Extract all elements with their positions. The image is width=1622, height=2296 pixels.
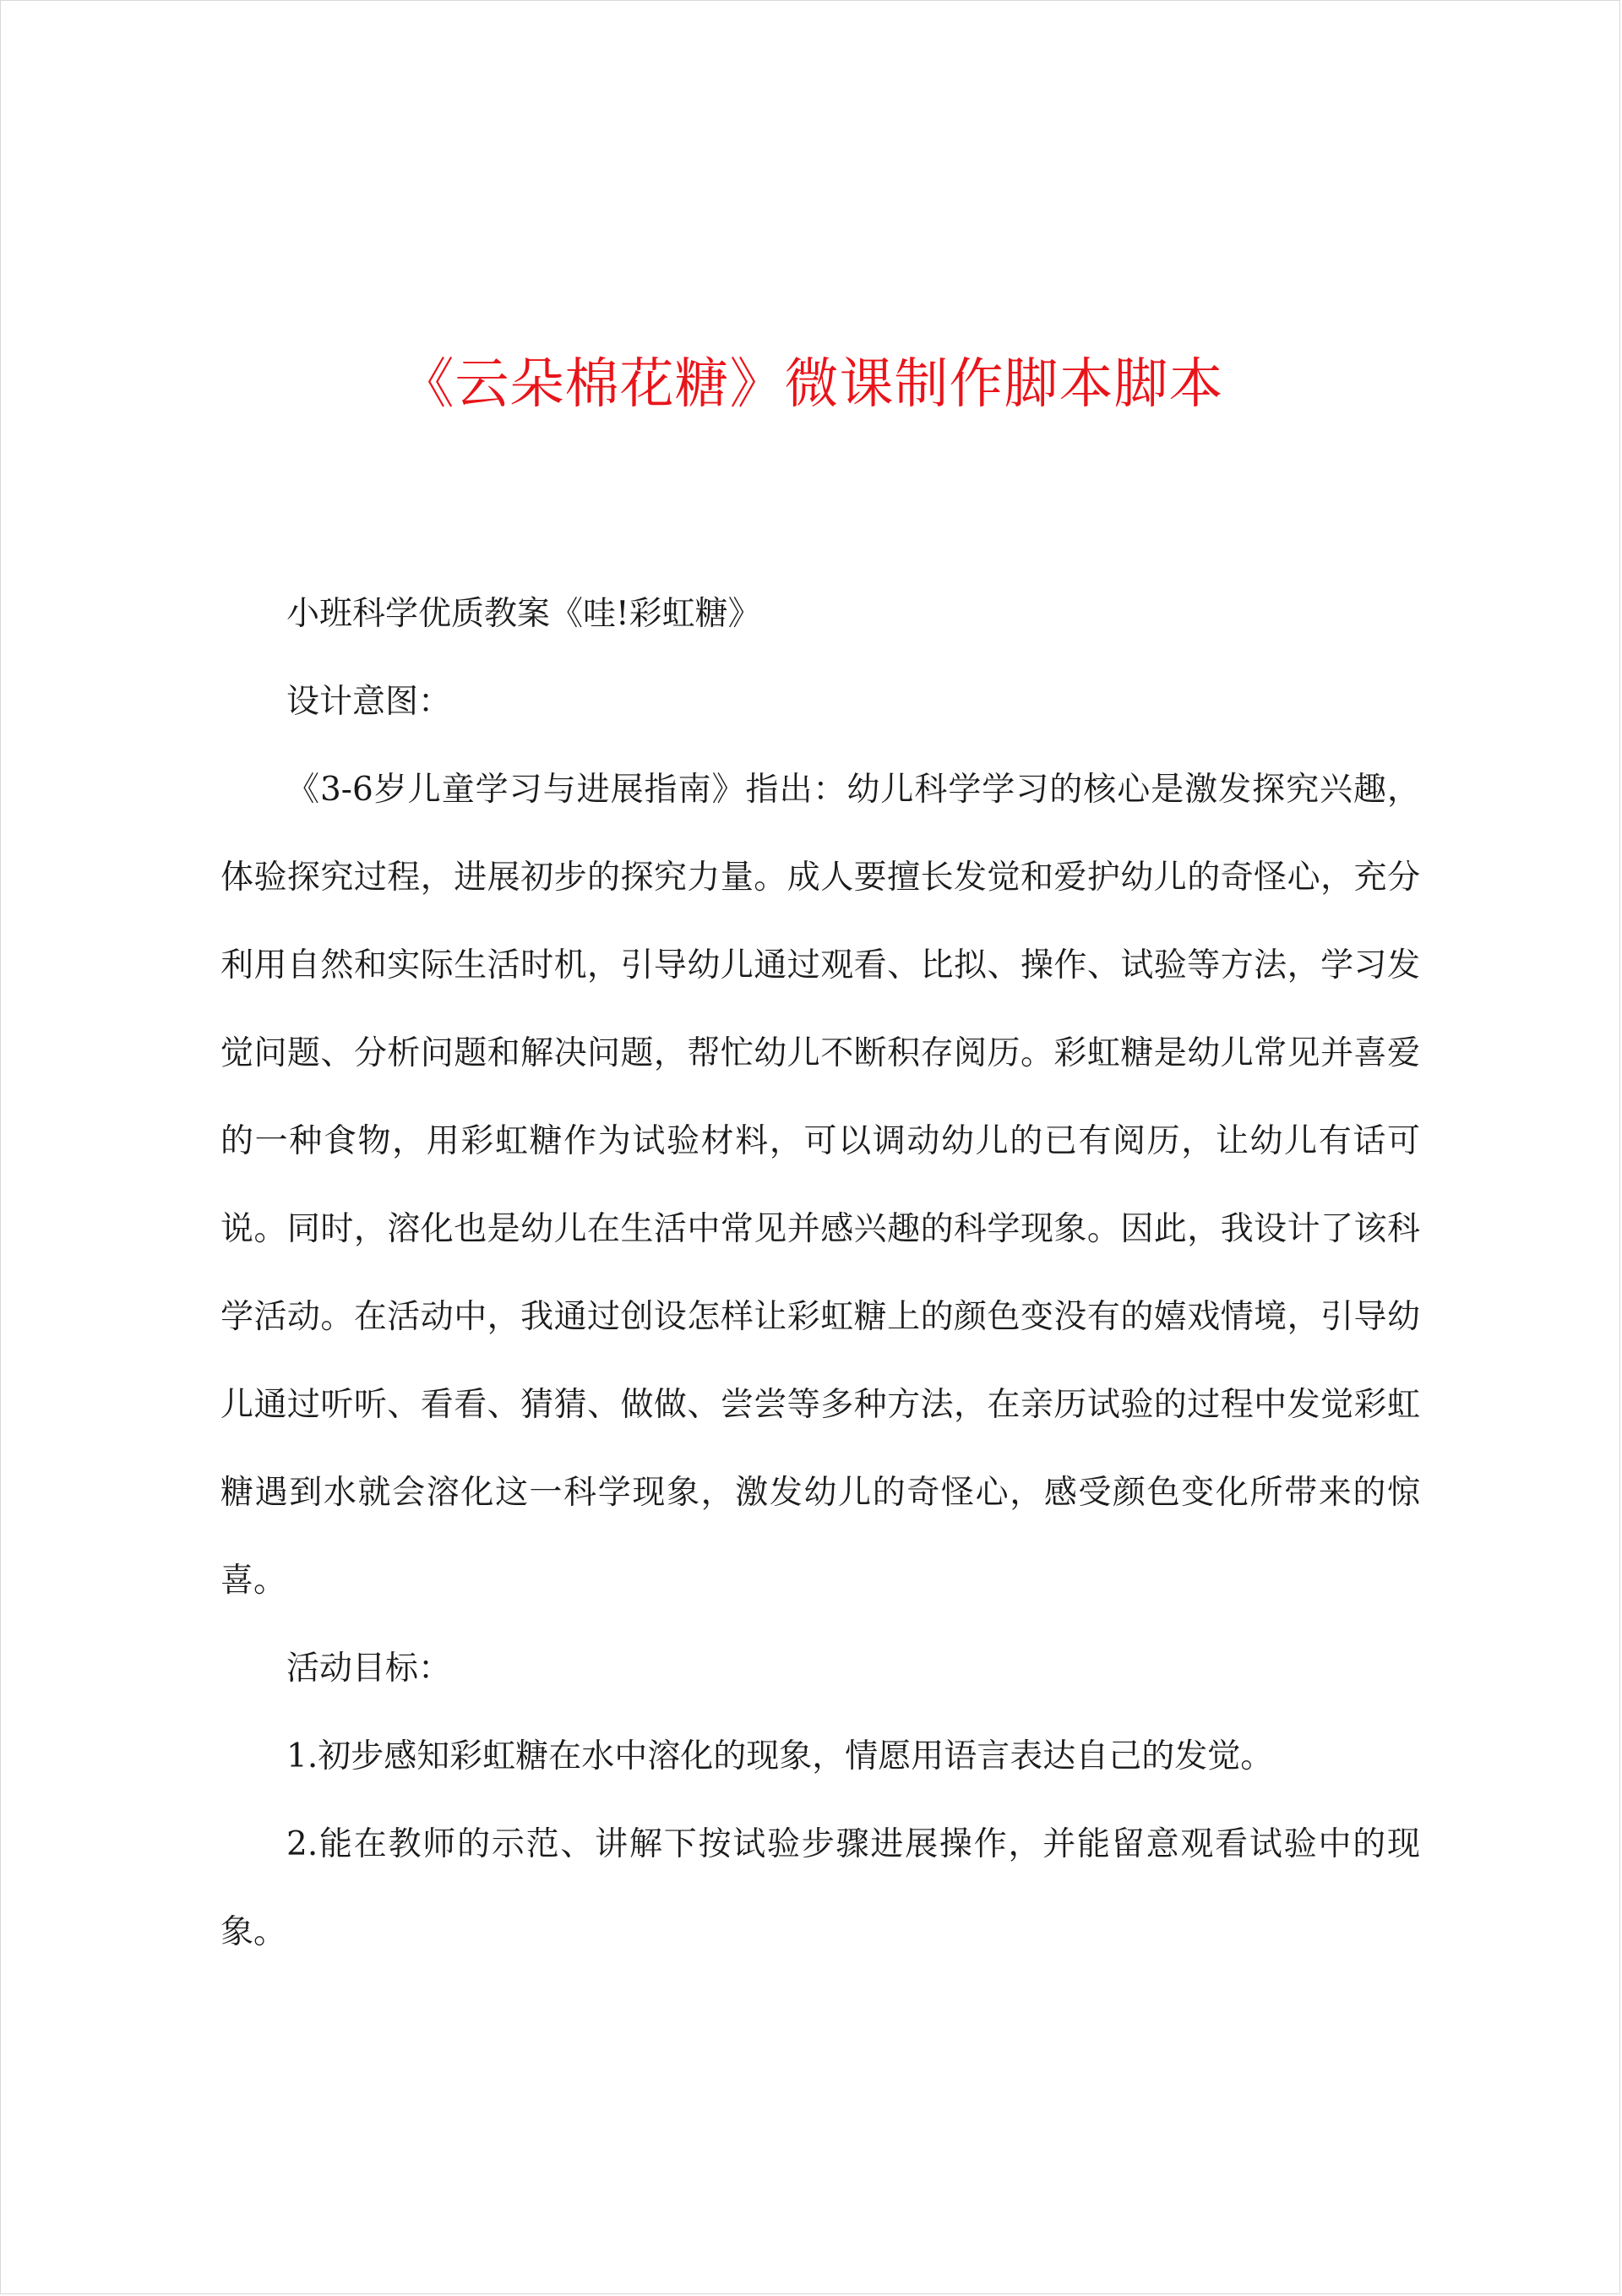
goal-item-1: 1.初步感知彩虹糖在水中溶化的现象，情愿用语言表达自己的发觉。 [286,1737,1274,1775]
document-body [220,570,1420,1977]
goal-item-2: 2.能在教师的示范、讲解下按试验步骤进展操作，并能留意观看试验中的现象。 [220,1825,1420,1951]
lesson-subtitle: 小班科学优质教案《哇!彩虹糖》 [286,595,761,633]
section-heading-design: 设计意图： [286,683,452,721]
document-title: 《云朵棉花糖》微课制作脚本脚本 [400,353,1224,416]
design-intent-paragraph: 《3-6岁儿童学习与进展指南》指出：幼儿科学学习的核心是激发探究兴趣，体验探究过程，进展初步的探究力量。成人要擅长发觉和爱护幼儿的奇怪心，充分利用自然和实际生活时机，引导幼儿通过观看、比拟、操作、试验等方法，学习发觉问题、分析问题和解决问题，帮忙幼儿不断积存阅历。彩虹糖是幼儿常见并喜爱的一种食物，用彩虹糖作为试验材料，可以调动幼儿的已有阅历，让幼儿有话可说。同时，溶化也是幼儿在生活中常见并感兴趣的科学现象。因此，我设计了该科学活动。在活动中，我通过创设怎样让彩虹糖上的颜色变没有的嬉戏情境，引导幼儿通过听听、看看、猜猜、做做、尝尝等多种方法，在亲历试验的过程中发觉彩虹糖遇到水就会溶化这一科学现象，激发幼儿的奇怪心，感受颜色变化所带来的惊喜。 [220,771,1420,1600]
section-heading-goals: 活动目标： [286,1650,452,1688]
